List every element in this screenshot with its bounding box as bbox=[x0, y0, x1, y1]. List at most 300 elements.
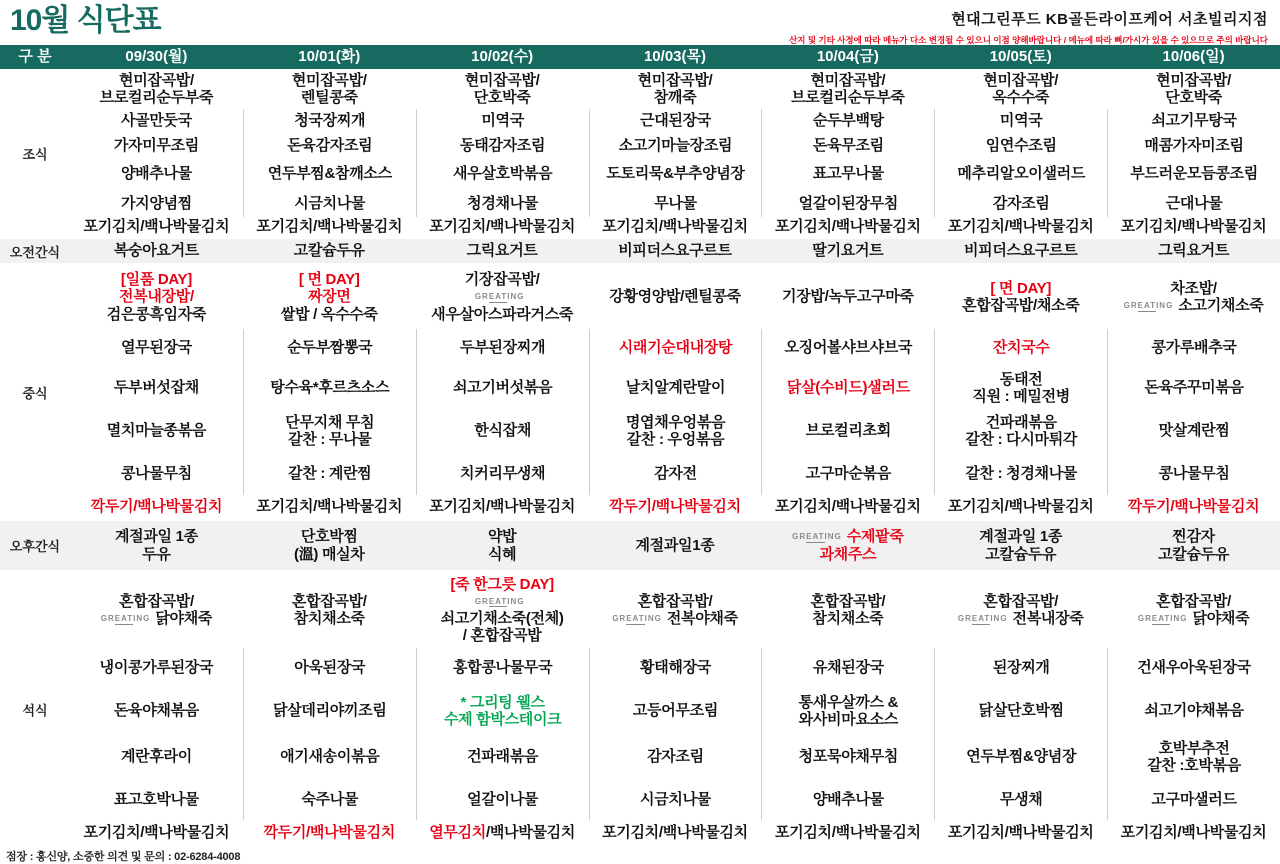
menu-item-line: 부드러운모듬콩조림 bbox=[1130, 165, 1258, 183]
menu-cell bbox=[934, 239, 1107, 263]
menu-item-line: 포기김치/백나박물김치 bbox=[947, 218, 1094, 236]
menu-slot bbox=[589, 109, 762, 133]
menu-slot bbox=[416, 780, 589, 820]
menu-slot bbox=[416, 109, 589, 133]
menu-item-text: * 그리팅 웰스 bbox=[460, 693, 545, 711]
menu-slot bbox=[589, 820, 762, 846]
menu-item-text: 과채주스 bbox=[819, 545, 877, 563]
menu-cell bbox=[589, 239, 762, 263]
menu-item-line bbox=[101, 610, 212, 627]
menu-item-line: 황태해장국 bbox=[640, 659, 711, 677]
menu-item-text: 전복내장죽 bbox=[1012, 610, 1084, 627]
menu-slot bbox=[934, 495, 1107, 519]
header-right bbox=[789, 3, 1268, 46]
menu-item-line bbox=[91, 498, 223, 515]
menu-item-line: 감자조림 bbox=[647, 748, 704, 766]
menu-cell bbox=[761, 572, 934, 846]
menu-cell bbox=[934, 521, 1107, 570]
column-header-date: 10/03(목) bbox=[643, 48, 706, 65]
menu-item-line: 갈찬 :호박볶음 bbox=[1147, 757, 1241, 774]
menu-item-text: 전복내장밥/ bbox=[119, 288, 194, 306]
menu-item-line bbox=[308, 288, 351, 305]
menu-item-line bbox=[263, 824, 395, 841]
menu-item-line: 브로컬리순두부죽 bbox=[99, 89, 214, 106]
menu-item-line bbox=[609, 498, 741, 515]
greating-brand-logo: GREATING bbox=[1137, 614, 1188, 623]
menu-slot bbox=[243, 158, 416, 190]
menu-cell bbox=[70, 239, 243, 263]
menu-item-line: 미역국 bbox=[481, 112, 524, 130]
menu-item-line: 돈육감자조림 bbox=[287, 136, 373, 154]
menu-item-line: 매콤가자미조림 bbox=[1144, 136, 1244, 154]
menu-slot bbox=[589, 780, 762, 820]
menu-item-line: 쇠고기야채볶음 bbox=[1144, 702, 1244, 720]
menu-slot bbox=[761, 409, 934, 453]
menu-item-line: 메추리알오이샐러드 bbox=[957, 165, 1086, 183]
menu-cell bbox=[761, 521, 934, 570]
menu-item-line: 단무지채 무침 bbox=[285, 413, 375, 431]
snack-slot bbox=[416, 521, 589, 570]
menu-item-line: 두부버섯잡채 bbox=[113, 379, 199, 397]
menu-slot bbox=[243, 648, 416, 688]
menu-item-line: 고칼슘두유 bbox=[293, 242, 365, 260]
menu-cell bbox=[761, 239, 934, 263]
menu-item-line bbox=[990, 280, 1051, 297]
menu-item-line: 소고기마늘장조림 bbox=[618, 136, 733, 154]
menu-item-line: 얼갈이된장무침 bbox=[798, 194, 899, 212]
menu-item-text: 깍두기/백나박물김치 bbox=[90, 498, 223, 516]
menu-item-text: [ 면 DAY] bbox=[298, 271, 360, 289]
menu-item-line: 포기김치/백나박물김치 bbox=[602, 824, 748, 842]
menu-slot bbox=[416, 158, 589, 190]
menu-item-line: 포기김치/백나박물김치 bbox=[947, 498, 1094, 516]
menu-item-line: 건새우아욱된장국 bbox=[1137, 659, 1251, 677]
menu-slot bbox=[70, 265, 243, 329]
snack-slot bbox=[934, 239, 1107, 263]
menu-slot bbox=[1107, 409, 1280, 453]
menu-item-line: 미역국 bbox=[999, 112, 1043, 130]
menu-item-line: 열무된장국 bbox=[120, 339, 192, 357]
snack-slot bbox=[589, 521, 762, 570]
menu-slot bbox=[243, 367, 416, 409]
menu-slot bbox=[934, 265, 1107, 329]
menu-item-line: 감자조림 bbox=[992, 194, 1050, 212]
column-header-date: 10/04(금) bbox=[816, 48, 879, 65]
menu-slot bbox=[1107, 367, 1280, 409]
menu-item-line: 동태전 bbox=[999, 370, 1043, 388]
menu-slot bbox=[761, 648, 934, 688]
menu-slot bbox=[761, 158, 934, 190]
greating-brand-logo: GREATING bbox=[100, 614, 151, 623]
menu-item-text: 잔치국수 bbox=[992, 339, 1050, 357]
menu-item-line: 무생채 bbox=[999, 791, 1043, 809]
column-header-date: 10/01(화) bbox=[298, 48, 361, 65]
menu-cell bbox=[934, 69, 1107, 237]
menu-slot bbox=[589, 734, 762, 780]
menu-slot bbox=[589, 133, 762, 158]
menu-slot bbox=[70, 329, 243, 367]
menu-slot bbox=[761, 820, 934, 846]
menu-slot bbox=[934, 820, 1107, 846]
greating-brand-logo: GREATING bbox=[1123, 301, 1174, 310]
menu-item-line: 돈육주꾸미볶음 bbox=[1144, 379, 1244, 397]
menu-slot bbox=[70, 734, 243, 780]
menu-disclaimer: 산지 및 기타 사정에 따라 메뉴가 다소 변경될 수 있으니 이점 양해바랍니다 / 메뉴에 따라 뼈/가시가 있을 수 있으므로 주의 바랍니다 bbox=[789, 35, 1268, 45]
menu-item-line bbox=[1128, 498, 1260, 515]
menu-slot bbox=[934, 780, 1107, 820]
menu-item-line: 혼합잡곡밥/ bbox=[983, 592, 1059, 610]
menu-slot bbox=[416, 217, 589, 237]
menu-slot bbox=[934, 109, 1107, 133]
menu-item-line bbox=[475, 593, 530, 610]
menu-cell bbox=[416, 572, 589, 846]
menu-slot bbox=[589, 69, 762, 109]
menu-item-line: 건파래볶음 bbox=[467, 748, 539, 766]
menu-slot bbox=[70, 688, 243, 734]
menu-item-line: 콩나물무침 bbox=[1158, 465, 1230, 483]
menu-item-line: 혼합잡곡밥/ bbox=[119, 592, 194, 610]
greating-brand-logo: GREATING bbox=[474, 596, 525, 606]
menu-slot bbox=[1107, 69, 1280, 109]
menu-item-line: 약밥 bbox=[487, 528, 517, 546]
menu-cell bbox=[70, 265, 243, 519]
menu-slot bbox=[589, 190, 762, 217]
menu-item-line: 비피더스요구르트 bbox=[963, 242, 1078, 260]
menu-item-line: 브로컬리순두부죽 bbox=[791, 89, 905, 106]
menu-item-line bbox=[461, 694, 545, 711]
menu-item-line bbox=[787, 379, 910, 396]
menu-item-line: 고등어무조림 bbox=[632, 702, 719, 720]
menu-item-line: 혼합잡곡밥/ bbox=[1156, 592, 1231, 610]
menu-item-line: 청국장찌개 bbox=[294, 112, 366, 130]
menu-slot bbox=[243, 133, 416, 158]
menu-item-line: 치커리무생채 bbox=[460, 465, 546, 483]
menu-slot bbox=[70, 133, 243, 158]
menu-slot bbox=[70, 648, 243, 688]
menu-slot bbox=[70, 109, 243, 133]
menu-slot bbox=[1107, 217, 1280, 237]
menu-cell bbox=[243, 69, 416, 237]
menu-slot bbox=[243, 495, 416, 519]
menu-item-line: 현미잡곡밥/ bbox=[464, 71, 540, 89]
menu-slot bbox=[416, 133, 589, 158]
menu-slot bbox=[589, 158, 762, 190]
menu-item-line: 현미잡곡밥/ bbox=[291, 71, 367, 89]
menu-item-line: 현미잡곡밥/ bbox=[810, 71, 886, 89]
menu-item-line: 그릭요거트 bbox=[466, 242, 538, 260]
menu-item-line: 연두부찜&참깨소스 bbox=[267, 165, 392, 183]
menu-cell bbox=[243, 239, 416, 263]
menu-item-line: 찐감자 bbox=[1172, 528, 1215, 546]
menu-slot bbox=[761, 780, 934, 820]
menu-slot bbox=[1107, 190, 1280, 217]
menu-item-line: 검은콩흑임자죽 bbox=[106, 305, 207, 323]
menu-item-line bbox=[619, 339, 733, 356]
menu-item-line: 와사비마요소스 bbox=[798, 711, 899, 728]
menu-item-line: 시금치나물 bbox=[640, 791, 711, 809]
menu-item-line: 가자미무조림 bbox=[113, 136, 199, 154]
company-names: 현대그린푸드 KB골든라이프케어 서초빌리지점 bbox=[951, 11, 1268, 28]
menu-item-line: 명엽채우엉볶음 bbox=[625, 413, 726, 431]
menu-table-body bbox=[0, 69, 1280, 846]
menu-item-line: 현미잡곡밥/ bbox=[983, 71, 1059, 89]
menu-item-line: 무나물 bbox=[654, 194, 697, 212]
menu-slot bbox=[70, 780, 243, 820]
menu-cell bbox=[589, 521, 762, 570]
menu-item-line: 참깨죽 bbox=[653, 89, 697, 106]
menu-slot bbox=[243, 217, 416, 237]
menu-item-line: 단호박찜 bbox=[300, 528, 358, 546]
menu-item-line: 갈찬 : 무나물 bbox=[288, 431, 372, 448]
menu-item-line: 얼갈이나물 bbox=[467, 791, 539, 809]
menu-item-line: 근대된장국 bbox=[640, 112, 711, 130]
menu-slot bbox=[761, 109, 934, 133]
menu-item-line: 탕수육*후르츠소스 bbox=[270, 379, 390, 397]
menu-item-line bbox=[612, 610, 738, 627]
menu-item-line bbox=[121, 271, 192, 288]
menu-slot bbox=[934, 190, 1107, 217]
menu-slot bbox=[934, 329, 1107, 367]
menu-item-line: 두부된장찌개 bbox=[460, 339, 546, 357]
table-header-row bbox=[0, 45, 1280, 69]
menu-item-line: 도토리묵&부추양념장 bbox=[606, 165, 745, 183]
menu-slot bbox=[934, 688, 1107, 734]
menu-item-line: 포기김치/백나박물김치 bbox=[1120, 218, 1267, 236]
menu-slot bbox=[1107, 734, 1280, 780]
snack-slot bbox=[243, 521, 416, 570]
menu-item-line: 참치채소죽 bbox=[293, 610, 365, 627]
menu-item-line: 기장밥/녹두고구마죽 bbox=[782, 288, 914, 306]
menu-item-line: 갈찬 : 우엉볶음 bbox=[626, 431, 725, 448]
menu-item-line: 참치채소죽 bbox=[812, 610, 884, 627]
menu-slot bbox=[416, 688, 589, 734]
menu-item-text: 소고기채소죽 bbox=[1178, 297, 1264, 314]
menu-item-line: 갈찬 : 다시마튀각 bbox=[965, 431, 1078, 448]
menu-slot bbox=[70, 367, 243, 409]
menu-item-line: 계절과일 1종 bbox=[114, 528, 198, 546]
snack-slot bbox=[70, 521, 243, 570]
menu-item-line: 냉이콩가루된장국 bbox=[99, 659, 214, 677]
section-breakfast bbox=[0, 69, 1280, 237]
menu-slot bbox=[70, 217, 243, 237]
menu-item-text: 깍두기/백나박물김치 bbox=[609, 498, 741, 516]
menu-item-line: 포기김치/백나박물김치 bbox=[774, 498, 921, 516]
menu-item-line: 쇠고기버섯볶음 bbox=[452, 379, 553, 397]
menu-item-line: 날치알계란말이 bbox=[625, 379, 726, 397]
menu-slot bbox=[761, 329, 934, 367]
section-lunch bbox=[0, 265, 1280, 519]
menu-item-line: 청경채나물 bbox=[467, 194, 539, 212]
menu-item-line: 포기김치/백나박물김치 bbox=[1120, 824, 1267, 842]
menu-item-line bbox=[450, 576, 553, 593]
menu-slot bbox=[1107, 329, 1280, 367]
menu-item-line: 포기김치/백나박물김치 bbox=[602, 218, 748, 236]
menu-slot bbox=[761, 69, 934, 109]
menu-item-segment: /백나박물김치 bbox=[486, 824, 576, 842]
menu-item-text: 닭야채죽 bbox=[155, 610, 213, 627]
menu-slot bbox=[416, 69, 589, 109]
menu-slot bbox=[70, 495, 243, 519]
menu-slot bbox=[70, 820, 243, 846]
menu-item-line: 유채된장국 bbox=[812, 659, 884, 677]
menu-slot bbox=[761, 453, 934, 495]
menu-slot bbox=[416, 495, 589, 519]
menu-cell bbox=[416, 521, 589, 570]
menu-item-line: / 혼합잡곡밥 bbox=[462, 627, 542, 645]
menu-slot bbox=[70, 572, 243, 648]
snack-slot bbox=[243, 239, 416, 263]
menu-item-text: [일품 DAY] bbox=[120, 271, 192, 289]
menu-item-text: 수제 함박스테이크 bbox=[443, 711, 562, 728]
menu-item-line: 임연수조림 bbox=[985, 136, 1057, 154]
menu-item-line: 포기김치/백나박물김치 bbox=[429, 218, 576, 236]
menu-item-line: 순두부짬뽕국 bbox=[287, 339, 373, 357]
menu-item-line: 연두부찜&양념장 bbox=[966, 748, 1077, 766]
menu-item-line bbox=[792, 528, 903, 545]
menu-item-line: 복숭아요거트 bbox=[113, 242, 199, 260]
menu-cell bbox=[1107, 521, 1280, 570]
menu-item-line: 홍합콩나물무국 bbox=[452, 659, 553, 677]
menu-item-line: 포기김치/백나박물김치 bbox=[83, 824, 230, 842]
menu-item-line: 닭살데리야끼조림 bbox=[273, 702, 387, 720]
column-header-date: 09/30(월) bbox=[125, 48, 188, 65]
menu-item-line: 포기김치/백나박물김치 bbox=[256, 218, 403, 236]
menu-item-line: 고칼슘두유 bbox=[1158, 545, 1230, 563]
menu-item-text: 닭야채죽 bbox=[1192, 610, 1250, 627]
menu-slot bbox=[1107, 572, 1280, 648]
section-label-dinner: 석식 bbox=[22, 702, 48, 718]
menu-item-line: 혼합잡곡밥/ bbox=[637, 592, 713, 610]
menu-item-line: 콩가루배추국 bbox=[1151, 339, 1237, 357]
menu-item-line: 딸기요거트 bbox=[812, 242, 884, 260]
menu-cell bbox=[243, 521, 416, 570]
menu-item-line: 갈찬 : 계란찜 bbox=[288, 465, 372, 483]
menu-item-line: 포기김치/백나박물김치 bbox=[83, 218, 230, 236]
snack-slot bbox=[589, 239, 762, 263]
menu-slot bbox=[70, 409, 243, 453]
menu-item-line: 차조밥/ bbox=[1170, 279, 1217, 297]
menu-slot bbox=[70, 69, 243, 109]
menu-cell bbox=[589, 69, 762, 237]
menu-item-line: 쇠고기채소죽(전체) bbox=[440, 610, 564, 627]
menu-item-text: 깍두기/백나박물김치 bbox=[1127, 498, 1260, 516]
menu-slot bbox=[589, 495, 762, 519]
menu-item-line: 고구마순볶음 bbox=[805, 465, 891, 483]
menu-slot bbox=[589, 265, 762, 329]
menu-item-line: 현미잡곡밥/ bbox=[637, 71, 713, 89]
menu-item-line: 표고호박나물 bbox=[113, 791, 199, 809]
menu-slot bbox=[416, 265, 589, 329]
menu-item-line: 숙주나물 bbox=[301, 791, 359, 809]
menu-slot bbox=[243, 329, 416, 367]
menu-item-line: 시금치나물 bbox=[294, 194, 366, 212]
menu-item-line: 새우살아스파라거스죽 bbox=[431, 305, 574, 323]
menu-slot bbox=[934, 572, 1107, 648]
menu-cell bbox=[416, 69, 589, 237]
menu-item-line: 양배추나물 bbox=[120, 165, 192, 183]
menu-cell bbox=[70, 69, 243, 237]
menu-item-line: 현미잡곡밥/ bbox=[1156, 71, 1231, 89]
menu-item-line: 현미잡곡밥/ bbox=[119, 71, 194, 89]
footer-contact: 점장 : 홍신양, 소중한 의견 및 문의 : 02-6284-4008 bbox=[6, 851, 241, 863]
menu-item-line: 한식잡채 bbox=[474, 422, 532, 440]
menu-cell bbox=[761, 265, 934, 519]
menu-slot bbox=[589, 217, 762, 237]
menu-item-line bbox=[1138, 610, 1249, 627]
menu-item-line: 호박부추전 bbox=[1158, 739, 1230, 757]
menu-item-line: 감자전 bbox=[654, 465, 697, 483]
menu-item-line: 브로컬리초회 bbox=[805, 422, 891, 440]
menu-item-line: 오징어볼샤브샤브국 bbox=[784, 339, 913, 357]
menu-slot bbox=[1107, 780, 1280, 820]
snack-slot bbox=[416, 239, 589, 263]
menu-slot bbox=[416, 820, 589, 846]
section-dinner bbox=[0, 572, 1280, 846]
menu-cell bbox=[243, 572, 416, 846]
section-label-lunch: 중식 bbox=[22, 385, 48, 401]
menu-slot bbox=[934, 734, 1107, 780]
section-label-am: 오전간식 bbox=[9, 244, 61, 260]
section-pm bbox=[0, 521, 1280, 570]
menu-item-line: 두유 bbox=[142, 545, 171, 563]
menu-item-line: 계절과일1종 bbox=[635, 536, 715, 554]
menu-cell bbox=[70, 572, 243, 846]
column-header-date: 10/05(토) bbox=[989, 48, 1052, 65]
menu-item-text: 시래기순대내장탕 bbox=[618, 339, 733, 357]
menu-item-line: 강황영양밥/렌틸콩죽 bbox=[609, 288, 741, 306]
menu-slot bbox=[934, 158, 1107, 190]
menu-slot bbox=[761, 572, 934, 648]
menu-slot bbox=[761, 265, 934, 329]
menu-cell bbox=[1107, 265, 1280, 519]
menu-item-line bbox=[475, 288, 530, 305]
menu-item-line: (溫) 매실차 bbox=[294, 545, 365, 563]
section-label-breakfast: 조식 bbox=[22, 146, 48, 162]
menu-slot bbox=[243, 572, 416, 648]
menu-slot bbox=[243, 190, 416, 217]
menu-item-line: 돈육무조림 bbox=[812, 136, 884, 154]
menu-item-line bbox=[299, 271, 360, 288]
menu-item-line: 계절과일 1종 bbox=[979, 528, 1063, 546]
menu-slot bbox=[934, 133, 1107, 158]
menu-cell bbox=[934, 265, 1107, 519]
snack-slot bbox=[1107, 239, 1280, 263]
menu-item-line: 맛살계란찜 bbox=[1158, 422, 1230, 440]
menu-slot bbox=[243, 688, 416, 734]
menu-item-line bbox=[119, 288, 194, 305]
menu-slot bbox=[589, 648, 762, 688]
menu-item-line: 애기새송이볶음 bbox=[280, 748, 380, 766]
menu-slot bbox=[416, 367, 589, 409]
menu-item-line: 표고무나물 bbox=[812, 165, 884, 183]
menu-item-line: 순두부백탕 bbox=[812, 112, 884, 130]
menu-item-line: 직원 : 메밀전병 bbox=[972, 388, 1070, 405]
menu-item-line: 통새우살까스 & bbox=[798, 693, 899, 711]
column-header-date: 10/06(일) bbox=[1162, 48, 1225, 65]
greating-brand-logo: GREATING bbox=[792, 532, 842, 542]
menu-slot bbox=[1107, 688, 1280, 734]
menu-cell bbox=[416, 265, 589, 519]
menu-slot bbox=[416, 190, 589, 217]
menu-item-line: 혼합잡곡밥/ bbox=[291, 592, 367, 610]
menu-slot bbox=[589, 453, 762, 495]
section-label-pm: 오후간식 bbox=[9, 539, 61, 554]
menu-slot bbox=[1107, 265, 1280, 329]
menu-item-line: 아욱된장국 bbox=[294, 659, 366, 677]
menu-slot bbox=[243, 780, 416, 820]
menu-item-line: 혼합잡곡밥/ bbox=[810, 592, 886, 610]
menu-cell bbox=[70, 521, 243, 570]
